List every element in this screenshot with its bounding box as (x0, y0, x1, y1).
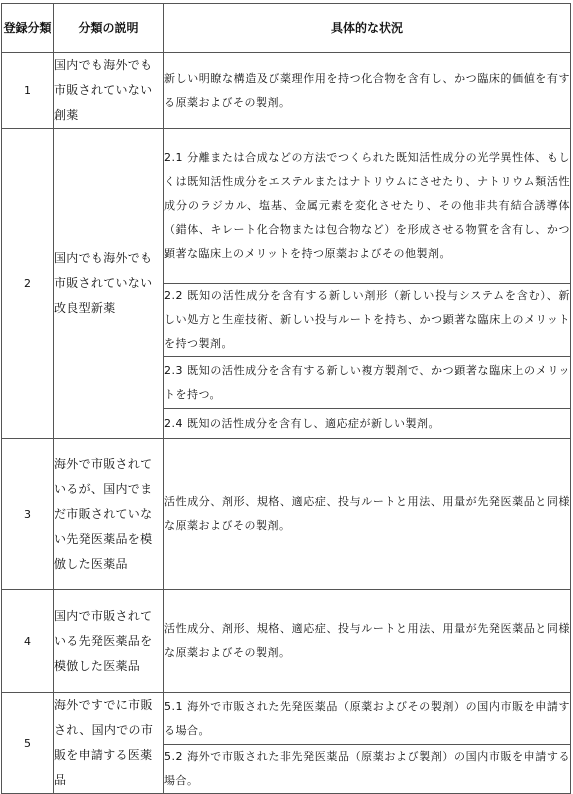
header-registration-category: 登録分類 (2, 4, 54, 53)
category-description: 国内でも海外でも市販されていない創薬 (54, 53, 164, 129)
category-detail: 2.2 既知の活性成分を含有する新しい剤形（新しい投与システムを含む）、新しい処方と生産技術、新しい投与ルートを持ち、かつ顕著な臨床上のメリットを持つ製剤。 (164, 284, 571, 357)
category-detail: 2.1 分離または合成などの方法でつくられた既知活性成分の光学異性体、もしくは既知活性成分をエステルまたはナトリウムにさせたり、ナトリウム類活性成分のラジカル、塩基、金属元素を変化させたり、その他非共有結合誘導体（錯体、キレート化合物または包合物など）を形成させる物質を含有し、かつ顕著な臨床上のメリットを持つ原薬およびその他製剤。 (164, 129, 571, 284)
category-detail: 5.2 海外で市販された非先発医薬品（原薬および製剤）の国内市販を申請する場合。 (164, 745, 571, 794)
category-number: 5 (2, 693, 54, 794)
category-number: 3 (2, 439, 54, 590)
category-number: 1 (2, 53, 54, 129)
header-category-description: 分類の説明 (54, 4, 164, 53)
category-description: 海外ですでに市販され、国内での市販を申請する医薬品 (54, 693, 164, 794)
table-row (2, 53, 571, 129)
category-description: 国内でも海外でも市販されていない改良型新薬 (54, 129, 164, 439)
category-detail: 2.4 既知の活性成分を含有し、適応症が新しい製剤。 (164, 409, 571, 439)
category-description: 海外で市販されているが、国内でまだ市販されていない先発医薬品を模倣した医薬品 (54, 439, 164, 590)
table-row (2, 590, 571, 693)
header-row (2, 4, 571, 53)
category-number: 4 (2, 590, 54, 693)
category-detail: 5.1 海外で市販された先発医薬品（原薬およびその製剤）の国内市販を申請する場合。 (164, 693, 571, 745)
drug-registration-category-table (1, 3, 571, 794)
table-row (2, 439, 571, 590)
header-specific-situation: 具体的な状況 (164, 4, 571, 53)
table-row (2, 129, 571, 284)
category-number: 2 (2, 129, 54, 439)
category-detail: 活性成分、剤形、規格、適応症、投与ルートと用法、用量が先発医薬品と同様な原薬およびその製剤。 (164, 590, 571, 693)
table-row (2, 693, 571, 745)
category-description: 国内で市販されている先発医薬品を模倣した医薬品 (54, 590, 164, 693)
category-detail: 2.3 既知の活性成分を含有する新しい複方製剤で、かつ顕著な臨床上のメリットを持つ。 (164, 357, 571, 409)
category-detail: 新しい明瞭な構造及び薬理作用を持つ化合物を含有し、かつ臨床的価値を有する原薬およびその製剤。 (164, 53, 571, 129)
category-detail: 活性成分、剤形、規格、適応症、投与ルートと用法、用量が先発医薬品と同様な原薬およびその製剤。 (164, 439, 571, 590)
